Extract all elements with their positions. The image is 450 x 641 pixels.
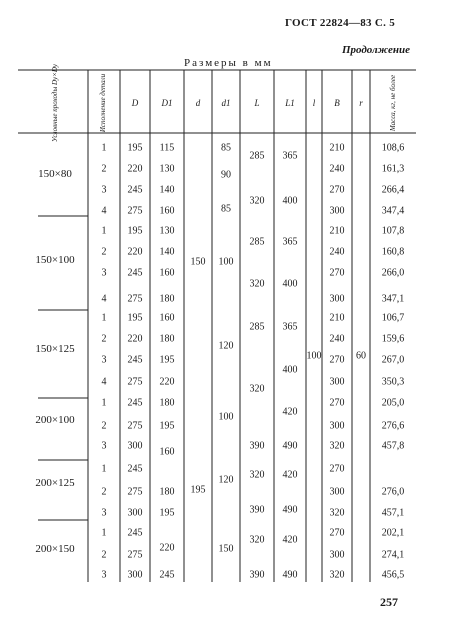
mass-cell: 267,0 xyxy=(381,354,405,366)
D1-cell: 180 xyxy=(159,397,175,409)
mass-cell: 276,6 xyxy=(381,420,405,432)
column-header-d: d xyxy=(195,98,201,108)
D-cell: 195 xyxy=(127,312,143,324)
D-cell: 245 xyxy=(127,267,143,279)
L-cell: 320 xyxy=(249,469,265,481)
B-cell: 240 xyxy=(329,246,345,258)
D1-cell: 140 xyxy=(159,184,175,196)
D1-cell: 160 xyxy=(159,446,175,458)
execution-cell: 3 xyxy=(101,184,107,196)
D1-cell: 160 xyxy=(159,312,175,324)
column-header-d1: d1 xyxy=(221,98,231,108)
D-cell: 275 xyxy=(127,549,143,561)
d1-cell: 100 xyxy=(218,256,234,268)
B-cell: 270 xyxy=(329,527,345,539)
page-header: ГОСТ 22824—83 С. 5 xyxy=(284,17,395,29)
D1-cell: 220 xyxy=(159,542,175,554)
execution-cell: 2 xyxy=(101,163,107,175)
L1-cell: 420 xyxy=(282,406,298,418)
D-cell: 245 xyxy=(127,527,143,539)
D1-cell: 180 xyxy=(159,486,175,498)
B-cell: 320 xyxy=(329,440,345,452)
D-cell: 245 xyxy=(127,463,143,475)
d1-cell: 150 xyxy=(218,543,234,555)
mass-cell: 107,8 xyxy=(381,225,405,237)
L-cell: 390 xyxy=(249,440,265,452)
execution-cell: 1 xyxy=(101,142,107,154)
d1-cell: 100 xyxy=(218,411,234,423)
execution-cell: 3 xyxy=(101,267,107,279)
B-cell: 300 xyxy=(329,293,345,305)
D-cell: 300 xyxy=(127,440,143,452)
B-cell: 210 xyxy=(329,225,345,237)
group-label: 150×125 xyxy=(35,343,75,355)
D-cell: 300 xyxy=(127,569,143,581)
d1-cell: 85 xyxy=(221,203,231,215)
mass-cell: 205,0 xyxy=(381,397,405,409)
mass-cell: 350,3 xyxy=(381,376,405,388)
mass-cell: 202,1 xyxy=(381,527,405,539)
D-cell: 195 xyxy=(127,225,143,237)
B-cell: 300 xyxy=(329,486,345,498)
mass-cell: 347,4 xyxy=(381,205,405,217)
L-cell: 320 xyxy=(249,383,265,395)
mass-cell: 266,4 xyxy=(381,184,405,196)
column-header-B: B xyxy=(334,98,340,108)
l-cell: 100 xyxy=(306,350,322,362)
B-cell: 270 xyxy=(329,463,345,475)
D1-cell: 130 xyxy=(159,163,175,175)
mass-cell: 266,0 xyxy=(381,267,405,279)
L1-cell: 365 xyxy=(282,321,298,333)
execution-cell: 1 xyxy=(101,527,107,539)
L-cell: 390 xyxy=(249,569,265,581)
L1-cell: 400 xyxy=(282,278,298,290)
D-cell: 300 xyxy=(127,507,143,519)
mass-cell: 106,7 xyxy=(381,312,405,324)
D-cell: 275 xyxy=(127,486,143,498)
group-label: 150×80 xyxy=(38,168,72,180)
column-header-execution: Исполнение детали xyxy=(99,73,107,133)
execution-cell: 2 xyxy=(101,333,107,345)
B-cell: 320 xyxy=(329,507,345,519)
B-cell: 210 xyxy=(329,312,345,324)
D1-cell: 140 xyxy=(159,246,175,258)
D-cell: 245 xyxy=(127,184,143,196)
r-cell: 60 xyxy=(356,350,366,362)
execution-cell: 3 xyxy=(101,507,107,519)
execution-cell: 3 xyxy=(101,569,107,581)
D1-cell: 130 xyxy=(159,225,175,237)
L-cell: 285 xyxy=(249,321,265,333)
column-header-D: D xyxy=(131,98,139,108)
execution-cell: 1 xyxy=(101,397,107,409)
B-cell: 270 xyxy=(329,397,345,409)
group-label: 150×100 xyxy=(35,254,75,266)
mass-cell: 456,5 xyxy=(381,569,405,581)
L1-cell: 490 xyxy=(282,504,298,516)
execution-cell: 4 xyxy=(101,205,107,217)
column-header-D1: D1 xyxy=(161,98,173,108)
execution-cell: 2 xyxy=(101,549,107,561)
execution-cell: 2 xyxy=(101,486,107,498)
mass-cell: 274,1 xyxy=(381,549,405,561)
B-cell: 300 xyxy=(329,420,345,432)
D1-cell: 195 xyxy=(159,507,175,519)
execution-cell: 1 xyxy=(101,463,107,475)
L1-cell: 365 xyxy=(282,150,298,162)
d-cell: 150 xyxy=(190,256,206,268)
column-header-r: r xyxy=(359,98,363,108)
column-header-L: L xyxy=(254,98,260,108)
D-cell: 220 xyxy=(127,246,143,258)
group-label: 200×125 xyxy=(35,477,75,489)
D-cell: 220 xyxy=(127,163,143,175)
B-cell: 270 xyxy=(329,267,345,279)
B-cell: 300 xyxy=(329,549,345,561)
mass-cell: 276,0 xyxy=(381,486,405,498)
execution-cell: 4 xyxy=(101,376,107,388)
dimensions-caption: Размеры в мм xyxy=(184,57,273,69)
execution-cell: 3 xyxy=(101,440,107,452)
D1-cell: 220 xyxy=(159,376,175,388)
D1-cell: 195 xyxy=(159,354,175,366)
page-number: 257 xyxy=(380,595,398,609)
D-cell: 220 xyxy=(127,333,143,345)
continuation-label: Продолжение xyxy=(341,44,410,56)
B-cell: 300 xyxy=(329,376,345,388)
mass-cell: 161,3 xyxy=(381,163,405,175)
mass-cell: 347,1 xyxy=(381,293,405,305)
execution-cell: 4 xyxy=(101,293,107,305)
d1-cell: 85 xyxy=(221,142,231,154)
L-cell: 320 xyxy=(249,534,265,546)
d1-cell: 120 xyxy=(218,340,234,352)
B-cell: 270 xyxy=(329,184,345,196)
D1-cell: 160 xyxy=(159,267,175,279)
L-cell: 320 xyxy=(249,195,265,207)
L1-cell: 420 xyxy=(282,469,298,481)
L-cell: 390 xyxy=(249,504,265,516)
L1-cell: 400 xyxy=(282,195,298,207)
execution-cell: 2 xyxy=(101,420,107,432)
D-cell: 245 xyxy=(127,397,143,409)
mass-cell: 108,6 xyxy=(381,142,405,154)
D-cell: 275 xyxy=(127,420,143,432)
D-cell: 195 xyxy=(127,142,143,154)
B-cell: 320 xyxy=(329,569,345,581)
execution-cell: 1 xyxy=(101,312,107,324)
L-cell: 285 xyxy=(249,236,265,248)
D-cell: 275 xyxy=(127,205,143,217)
D1-cell: 245 xyxy=(159,569,175,581)
B-cell: 240 xyxy=(329,333,345,345)
mass-cell: 160,8 xyxy=(381,246,405,258)
mass-cell: 457,1 xyxy=(381,507,405,519)
L-cell: 320 xyxy=(249,278,265,290)
D-cell: 275 xyxy=(127,293,143,305)
B-cell: 240 xyxy=(329,163,345,175)
column-header-l: l xyxy=(312,98,316,108)
D-cell: 275 xyxy=(127,376,143,388)
mass-cell: 457,8 xyxy=(381,440,405,452)
L-cell: 285 xyxy=(249,150,265,162)
L1-cell: 365 xyxy=(282,236,298,248)
L1-cell: 420 xyxy=(282,534,298,546)
D1-cell: 180 xyxy=(159,293,175,305)
d1-cell: 90 xyxy=(221,169,231,181)
B-cell: 270 xyxy=(329,354,345,366)
group-label: 200×100 xyxy=(35,414,75,426)
group-label: 200×150 xyxy=(35,543,75,555)
column-header-passage: Условные проходы Dy×Dy xyxy=(51,63,59,143)
execution-cell: 2 xyxy=(101,246,107,258)
D-cell: 245 xyxy=(127,354,143,366)
D1-cell: 115 xyxy=(159,142,175,154)
execution-cell: 3 xyxy=(101,354,107,366)
mass-cell: 159,6 xyxy=(381,333,405,345)
d-cell: 195 xyxy=(190,484,206,496)
D1-cell: 180 xyxy=(159,333,175,345)
D1-cell: 160 xyxy=(159,205,175,217)
L1-cell: 490 xyxy=(282,440,298,452)
B-cell: 300 xyxy=(329,205,345,217)
column-header-L1: L1 xyxy=(285,98,295,108)
L1-cell: 400 xyxy=(282,364,298,376)
execution-cell: 1 xyxy=(101,225,107,237)
d1-cell: 120 xyxy=(218,474,234,486)
B-cell: 210 xyxy=(329,142,345,154)
column-header-mass: Масса, кг, не более xyxy=(389,74,397,132)
D1-cell: 195 xyxy=(159,420,175,432)
L1-cell: 490 xyxy=(282,569,298,581)
